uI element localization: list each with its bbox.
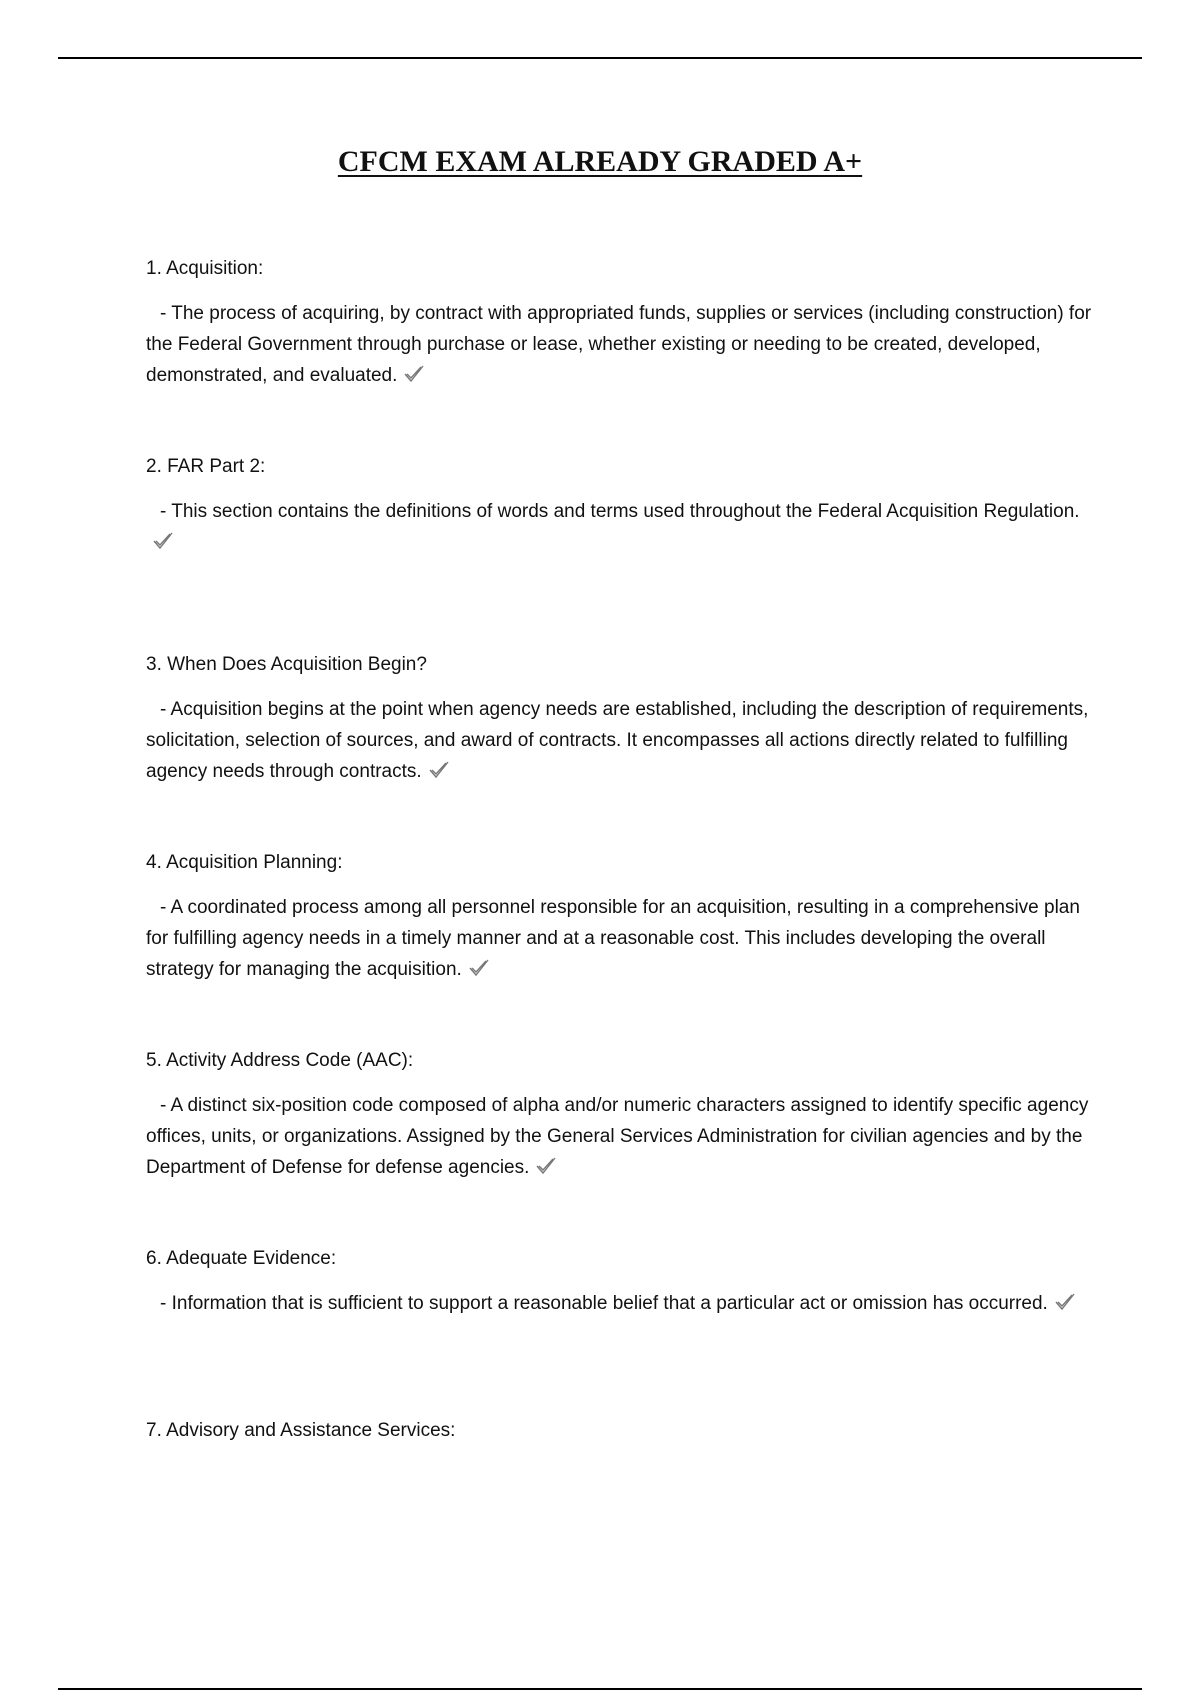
entry-7 (146, 1417, 1096, 1615)
entry-answer-text: - A distinct six-position code composed of alpha and/or numeric characters assigned to identify specific agency offices, units, or organizations. Assigned by the General Services Administration for civilian agencies and by the Department of Defense for defense agencies. (146, 1095, 1089, 1178)
entry-5 (146, 1047, 1096, 1245)
check-mark-icon (535, 1156, 557, 1176)
entry-question: 5. Activity Address Code (AAC): (146, 1050, 414, 1071)
entry-answer (146, 1288, 1096, 1319)
document-title-text: CFCM EXAM ALREADY GRADED A+ (337, 145, 863, 178)
entry-answer (146, 694, 1096, 787)
entry-question: 7. Advisory and Assistance Services: (146, 1420, 456, 1441)
entry-4 (146, 849, 1096, 1047)
entry-list (146, 255, 1096, 1615)
check-mark-icon (1054, 1292, 1076, 1312)
entry-answer-text: - The process of acquiring, by contract with appropriated funds, supplies or services (including construction) for the Federal Government through purchase or lease, whether existing or needing to be created, developed, demonstrated, and evaluated. (146, 303, 1092, 386)
entry-question: 1. Acquisition: (146, 258, 264, 279)
top-rule (58, 57, 1142, 59)
entry-answer-text: - Acquisition begins at the point when agency needs are established, including the description of requirements, solicitation, selection of sources, and award of contracts. It encompasses all actions directly related to fulfilling agency needs through contracts. (146, 699, 1089, 782)
entry-answer-text: - Information that is sufficient to support a reasonable belief that a particular act or omission has occurred. (160, 1293, 1048, 1314)
bottom-rule (58, 1688, 1142, 1690)
entry-question: 6. Adequate Evidence: (146, 1248, 337, 1269)
document-title (0, 143, 1200, 181)
entry-answer (146, 1090, 1096, 1183)
entry-question: 3. When Does Acquisition Begin? (146, 654, 427, 675)
check-mark-icon (152, 531, 174, 551)
entry-3 (146, 651, 1096, 849)
entry-2 (146, 453, 1096, 651)
entry-6 (146, 1245, 1096, 1417)
entry-answer (146, 496, 1096, 558)
entry-answer-text: - This section contains the definitions of words and terms used throughout the Federal Acquisition Regulation. (160, 501, 1080, 522)
entry-answer (146, 298, 1096, 391)
check-mark-icon (428, 760, 450, 780)
entry-answer (146, 892, 1096, 985)
entry-1 (146, 255, 1096, 453)
entry-question: 2. FAR Part 2: (146, 456, 266, 477)
entry-question: 4. Acquisition Planning: (146, 852, 343, 873)
entry-answer-text: - A coordinated process among all personnel responsible for an acquisition, resulting in a comprehensive plan for fulfilling agency needs in a timely manner and at a reasonable cost. This includes developing the overall strategy for managing the acquisition. (146, 897, 1080, 980)
check-mark-icon (468, 958, 490, 978)
check-mark-icon (403, 364, 425, 384)
